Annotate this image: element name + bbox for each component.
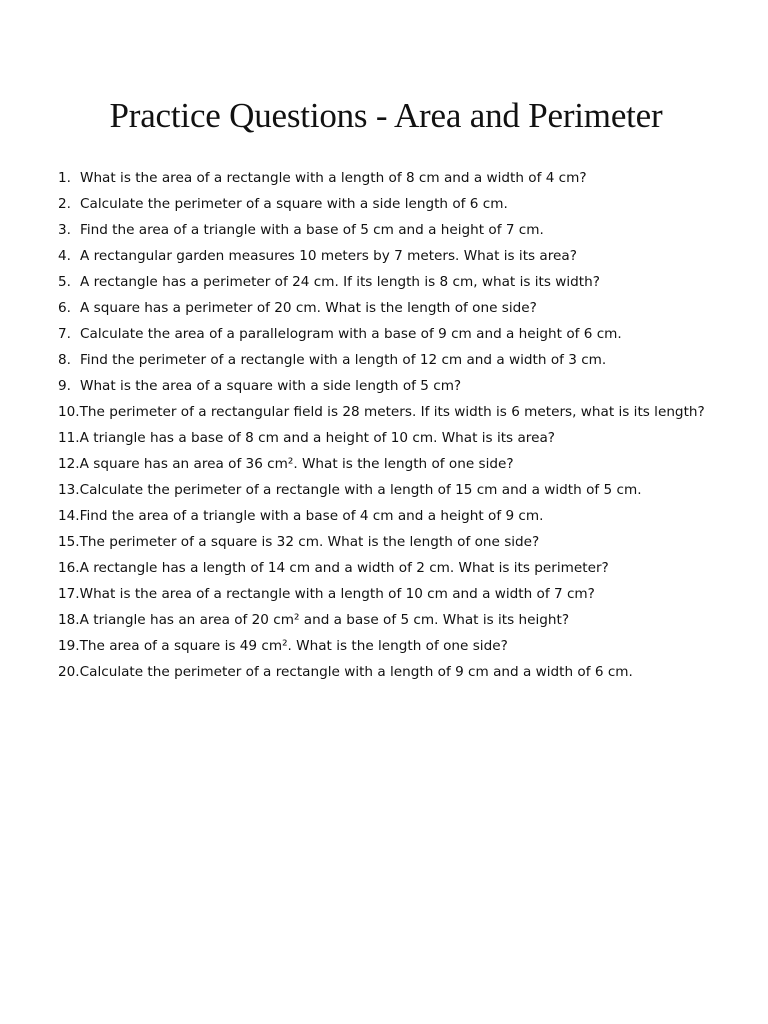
question-item	[58, 607, 763, 633]
question-list	[58, 165, 763, 685]
question-number: 2.	[58, 196, 71, 212]
question-item	[58, 477, 763, 503]
question-number: 12.	[58, 456, 80, 472]
question-item	[58, 659, 763, 685]
question-text: Find the area of a triangle with a base of 4 cm and a height of 9 cm.	[79, 508, 544, 524]
question-item	[58, 373, 763, 399]
question-item	[58, 451, 763, 477]
question-number: 13.	[58, 482, 80, 498]
question-item	[58, 243, 763, 269]
question-item	[58, 399, 763, 425]
question-number: 15.	[58, 534, 80, 550]
question-item	[58, 555, 763, 581]
question-text: What is the area of a rectangle with a length of 10 cm and a width of 7 cm?	[79, 586, 595, 602]
question-item	[58, 503, 763, 529]
question-text: A triangle has an area of 20 cm² and a base of 5 cm. What is its height?	[79, 612, 570, 628]
question-number: 17.	[58, 586, 80, 602]
question-number: 18.	[58, 612, 80, 628]
question-text: A rectangle has a length of 14 cm and a width of 2 cm. What is its perimeter?	[79, 560, 609, 576]
question-number: 4.	[58, 248, 71, 264]
question-item	[58, 165, 763, 191]
question-text: What is the area of a rectangle with a length of 8 cm and a width of 4 cm?	[80, 170, 587, 186]
question-item	[58, 217, 763, 243]
question-number: 19.	[58, 638, 80, 654]
question-text: The perimeter of a square is 32 cm. What is the length of one side?	[79, 534, 540, 550]
question-number: 11.	[58, 430, 80, 446]
question-text: Find the perimeter of a rectangle with a length of 12 cm and a width of 3 cm.	[80, 352, 607, 368]
question-text: A rectangle has a perimeter of 24 cm. If its length is 8 cm, what is its width?	[80, 274, 600, 290]
question-number: 8.	[58, 352, 71, 368]
question-text: A rectangular garden measures 10 meters by 7 meters. What is its area?	[80, 248, 577, 264]
question-text: A square has an area of 36 cm². What is the length of one side?	[79, 456, 514, 472]
question-number: 1.	[58, 170, 71, 186]
page-title: Practice Questions - Area and Perimeter	[109, 96, 663, 135]
question-number: 14.	[58, 508, 80, 524]
question-item	[58, 321, 763, 347]
question-text: Calculate the area of a parallelogram with a base of 9 cm and a height of 6 cm.	[80, 326, 622, 342]
question-item	[58, 269, 763, 295]
question-item	[58, 347, 763, 373]
question-item	[58, 529, 763, 555]
question-text: What is the area of a square with a side length of 5 cm?	[80, 378, 462, 394]
question-number: 3.	[58, 222, 71, 238]
question-number: 16.	[58, 560, 80, 576]
question-item	[58, 425, 763, 451]
question-number: 9.	[58, 378, 71, 394]
question-text: A square has a perimeter of 20 cm. What is the length of one side?	[80, 300, 537, 316]
question-item	[58, 581, 763, 607]
question-text: Calculate the perimeter of a square with a side length of 6 cm.	[80, 196, 508, 212]
question-item	[58, 295, 763, 321]
question-number: 10.	[58, 404, 80, 420]
question-number: 5.	[58, 274, 71, 290]
question-text: The area of a square is 49 cm². What is the length of one side?	[79, 638, 508, 654]
question-text: The perimeter of a rectangular field is 28 meters. If its width is 6 meters, what is its length?	[79, 404, 705, 420]
question-text: Calculate the perimeter of a rectangle with a length of 9 cm and a width of 6 cm.	[79, 664, 633, 680]
question-item	[58, 191, 763, 217]
question-number: 7.	[58, 326, 71, 342]
question-text: Calculate the perimeter of a rectangle with a length of 15 cm and a width of 5 cm.	[79, 482, 642, 498]
question-number: 6.	[58, 300, 71, 316]
question-text: A triangle has a base of 8 cm and a height of 10 cm. What is its area?	[79, 430, 555, 446]
question-text: Find the area of a triangle with a base of 5 cm and a height of 7 cm.	[80, 222, 544, 238]
question-number: 20.	[58, 664, 80, 680]
question-item	[58, 633, 763, 659]
